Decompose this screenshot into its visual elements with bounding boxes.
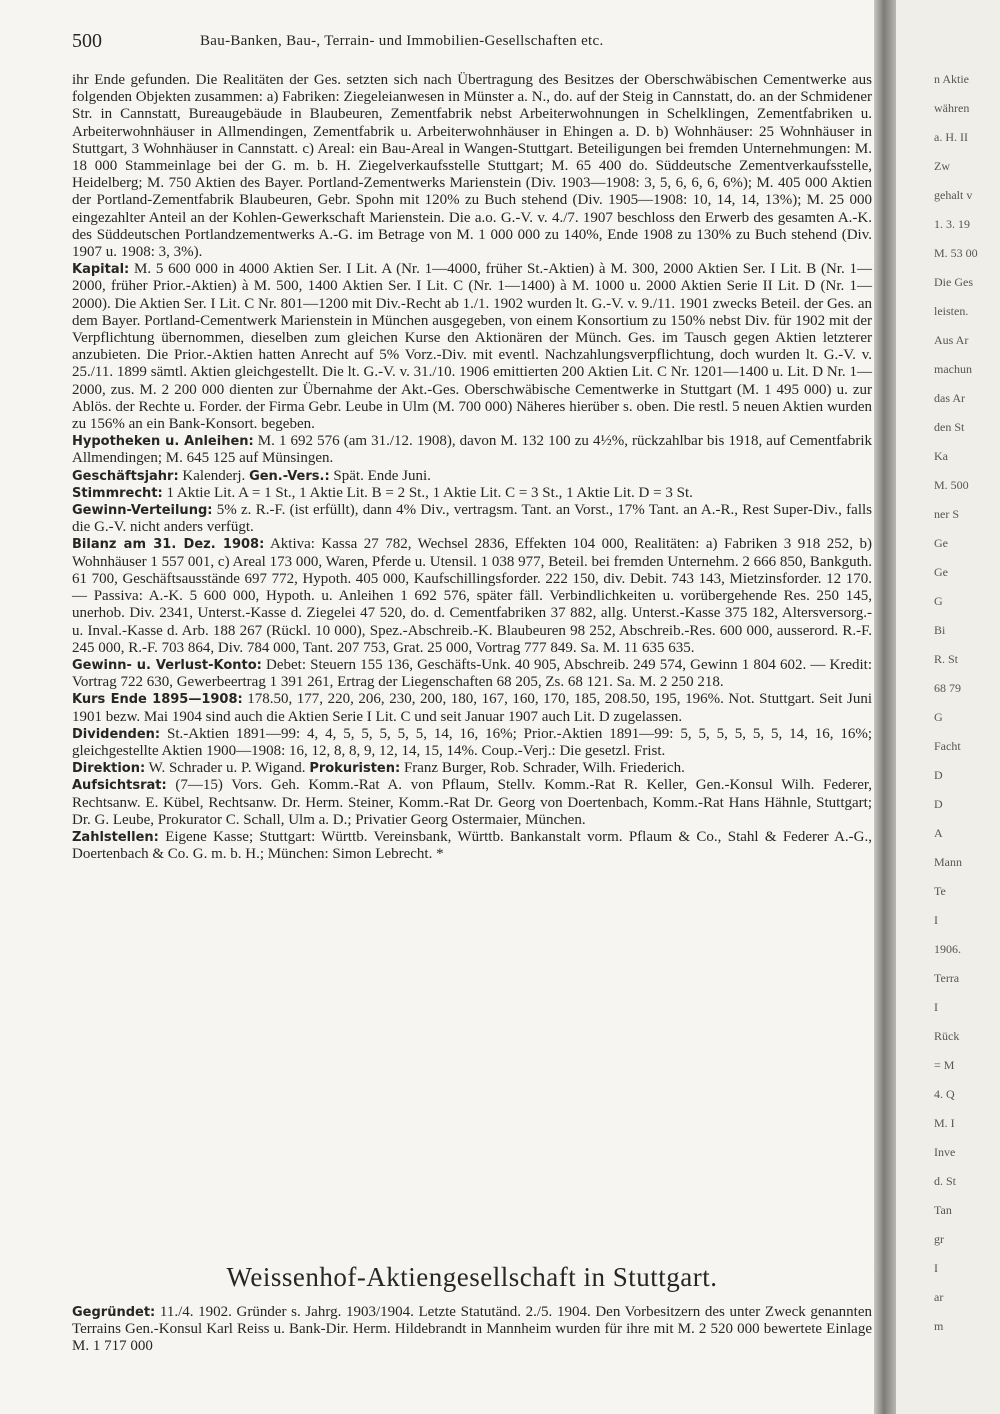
- founded-label: Gegründet:: [72, 1305, 156, 1320]
- section-text: Franz Burger, Rob. Schrader, Wilh. Friederich.: [403, 760, 685, 777]
- adjacent-text-fragment: I: [934, 913, 938, 927]
- section-text: Aktiva: Kassa 27 782, Wechsel 2836, Effekten 104 000, Realitäten: a) Fabriken 3 918 252, b) Wohnhäuser 1 557 001, c) Areal 173 000, Waren, Pferde u. Utensil. 1 038 977, Beteil. bei fremden Unternehm. 2 666 850, Bankguth. 61 700, Geschäftsausstände 697 772, Hypoth. 405 000, Kaufschillingsforder. 222 150, div. Debit. 743 143, Mietzinsforder. 12 170. — Passiva: A.-K. 5 600 000, Hypoth. u. Anleihen 1 692 576, später fäll. Verbindlichkeiten u. vorübergehende Res. 250 145, unerhob. Div. 2341, Unterst.-Kasse d. Ziegelei 47 520, do. d. Cementfabriken 37 882, allg. Unterst.-Kasse 375 182, Altersversorg.- u. Inval.-Kasse d. Arb. 188 267 (Rückl. 10 000), Spez.-Abschreib.-K. Blaubeuren 98 252, Abschreib.-Res. 600 000, ausserord. R.-F. 245 000, R.-F. 703 864, Div. 784 000, Tant. 207 753, Grat. 25 000, Vortrag 777 849. Sa. M. 11 635 635.: [72, 536, 872, 656]
- section-text: M. 5 600 000 in 4000 Aktien Ser. I Lit. A (Nr. 1—4000, früher St.-Aktien) à M. 300, 2000 Aktien Ser. I Lit. B (Nr. 1—2000, früher Prior.-Aktien) à M. 500, 1400 Aktien Ser. I Lit. C (Nr. 1—1400) à M. 1000 u. 2000 Aktien Serie II Lit. D (Nr. 1—2000). Die Aktien Ser. I Lit. C Nr. 801—1200 mit Div.-Recht ab 1./1. 1902 wurden lt. G.-V. v. 9./11. 1901 zwecks Beteil. der Ges. an dem Bayer. Portland-Cementwerk Marienstein in München ausgegeben, von einem Konsortium zu 150% nebst Div. für 1902 mit der Verpflichtung übernommen, dieselben zum gleichen Kurse den Aktionären der Münch. Ges. im Tausch gegen Aktien letzterer anzubieten. Die Prior.-Aktien hatten Anrecht auf 5% Vorz.-Div. mit eventl. Nachzahlungsverpflichtung, doch wurden lt. G.-V. v. 25./11. 1899 sämtl. Aktien gleichgestellt. Die lt. G.-V. v. 31./10. 1906 emittierten 200 Aktien Lit. C Nr. 1201—1400 u. Lit. D Nr. 1—2000, zus. M. 2 200 000 dienten zur Übernahme der Akt.-Ges. Oberschwäbische Cementwerke in Stuttgart (M. 1 495 000) u. zur Ablös. der Rechte u. Forder. der Firma Gebr. Leube in Ulm (M. 700 000) Näheres hierüber s. oben. Die restl. 5 neuen Aktien wurden zu 156% an ein Bank-Konsort. begeben.: [72, 261, 872, 433]
- entry-section: [72, 536, 872, 656]
- section-label: Bilanz am 31. Dez. 1908:: [72, 537, 265, 553]
- adjacent-text-fragment: Ge: [934, 565, 948, 579]
- founded-text: 11./4. 1902. Gründer s. Jahrg. 1903/1904. Letzte Statutänd. 2./5. 1904. Den Vorbesitzern des unter Zweck genannten Terrains Gen.-Konsul Karl Reiss u. Bank-Dir. Herm. Hildebrandt in Mannheim wurden für ihre mit M. 2 520 000 bewertete Einlage M. 1 717 000: [72, 1304, 873, 1355]
- section-label: Hypotheken u. Anleihen:: [72, 434, 254, 450]
- adjacent-text-fragment: Te: [934, 884, 946, 898]
- adjacent-text-fragment: Mann: [934, 855, 962, 869]
- adjacent-text-fragment: Ka: [934, 449, 948, 463]
- adjacent-text-fragment: währen: [934, 101, 970, 115]
- adjacent-text-fragment: n Aktie: [934, 72, 969, 86]
- section-text: ihr Ende gefunden. Die Realitäten der Ges. setzten sich nach Übertragung des Besitzes der Oberschwäbischen Cementwerke aus folgenden Objekten zusammen: a) Fabriken: Ziegeleianwesen in Münster a. N., do. auf der Steig in Cannstatt, do. an der Schmidener Str. in Cannstatt, Bureaugebäude in Blaubeuren, Zementfabrik nebst Arbeiterwohnungen in Schelklingen, Zementfabriken u. Arbeiterwohnhäuser in Allmendingen, Zementfabrik u. Arbeiterwohnhäuser in Ehingen a. D. b) Wohnhäuser: 25 Wohnhäuser in Stuttgart, 3 Wohnhäuser in Cannstatt. c) Areal: ein Bau-Areal in Wangen-Stuttgart. Beteiligungen bei fremden Unternehmungen: M. 18 000 Stammeinlage bei der G. m. b. H. Ziegelverkaufsstelle Stuttgart; M. 65 400 do. Süddeutsche Zementverkaufsstelle, Heidelberg; M. 750 Aktien des Bayer. Portland-Zementwerks Marienstein (Div. 1903—1908: 3, 5, 6, 6, 6, 6%); M. 405 000 Aktien der Portland-Zementfabrik Blaubeuren, Gebr. Spohn mit 120% zu Buch stehend (Div. 1905—1908: 10, 14, 14, 13%); M. 25 000 eingezahlter Anteil an der Kohlen-Gewerkschaft Marienstein. Die a.o. G.-V. v. 4./7. 1907 beschloss den Erwerb des gesamten A.-K. des Süddeutschen Portlandzementwerks A.-G. im Betrage von M. 1 000 000 zu 140%, Ende 1908 zu 130% zu Buch stehend (Div. 1907 u. 1908: 3, 3%).: [72, 72, 872, 261]
- page-number: 500: [72, 30, 102, 52]
- adjacent-text-fragment: = M: [934, 1058, 955, 1072]
- section-label: Kapital:: [72, 262, 130, 278]
- adjacent-text-fragment: G: [934, 594, 943, 608]
- adjacent-text-fragment: 1906.: [934, 942, 961, 956]
- adjacent-text-fragment: Die Ges: [934, 275, 973, 289]
- entry-section: [72, 502, 872, 536]
- section-text: Spät. Ende Juni.: [333, 467, 431, 484]
- entry-section: [72, 691, 872, 725]
- adjacent-text-fragment: Tan: [934, 1203, 952, 1217]
- section-label: Gewinn- u. Verlust-Konto:: [72, 657, 262, 673]
- section-text: 1 Aktie Lit. A = 1 St., 1 Aktie Lit. B = 2 St., 1 Aktie Lit. C = 3 St., 1 Aktie Lit. D = 3 St.: [166, 484, 693, 501]
- section-label: Direktion:: [72, 761, 146, 777]
- entry-section: [72, 829, 872, 863]
- adjacent-text-fragment: I: [934, 1000, 938, 1014]
- section-label: Aufsichtsrat:: [72, 778, 167, 794]
- section-label: Zahlstellen:: [72, 829, 159, 845]
- section-text: St.-Aktien 1891—99: 4, 4, 5, 5, 5, 5, 5, 14, 16, 16%; Prior.-Aktien 1891—99: 5, 5, 5, 5, 5, 5, 14, 16, 16%; gleichgestellte Aktien 1900—1908: 16, 12, 8, 8, 9, 12, 14, 15, 14%. Coup.-Verj.: Die gesetzl. Frist.: [72, 725, 872, 759]
- adjacent-text-fragment: D: [934, 768, 943, 782]
- section-text: Kalenderj.: [182, 467, 246, 484]
- entry-section: [72, 485, 872, 502]
- entry-section: [72, 777, 872, 829]
- company-heading: Weissenhof-Aktiengesellschaft in Stuttgart.: [226, 1262, 718, 1292]
- section-label: Gewinn-Verteilung:: [72, 503, 213, 519]
- adjacent-text-fragment: Terra: [934, 971, 960, 985]
- running-title: Bau-Banken, Bau-, Terrain- und Immobilien-Gesellschaften etc.: [200, 33, 604, 49]
- adjacent-text-fragment: machun: [934, 362, 972, 376]
- adjacent-text-fragment: Bi: [934, 623, 946, 637]
- adjacent-text-fragment: I: [934, 1261, 938, 1275]
- adjacent-text-fragment: gehalt v: [934, 188, 973, 202]
- page-header: [72, 30, 872, 52]
- adjacent-text-fragment: D: [934, 797, 943, 811]
- adjacent-text-fragment: Zw: [934, 159, 950, 173]
- entry-body: [72, 72, 872, 863]
- company-founded-paragraph: [72, 1304, 872, 1356]
- adjacent-text-fragment: M. 53 00: [934, 246, 978, 260]
- adjacent-text-fragment: G: [934, 710, 943, 724]
- section-text: Debet: Steuern 155 136, Geschäfts-Unk. 40 905, Abschreib. 249 574, Gewinn 1 804 602. — Kredit: Vortrag 722 630, Gewerbeertrag 1 391 261, Ertrag der Liegenschaften 68 205, Zs. 68 121. Sa. M. 2 250 218.: [72, 656, 873, 691]
- section-text: W. Schrader u. P. Wigand.: [148, 760, 306, 777]
- entry-section: [72, 726, 872, 760]
- section-text: 178.50, 177, 220, 206, 230, 200, 180, 167, 160, 170, 185, 208.50, 195, 196%. Not. Stuttgart. Seit Juni 1901 bezw. Mai 1904 sind auch die Aktien Serie I Lit. C und seit Januar 1907 auch Lit. D zugelassen.: [72, 691, 873, 725]
- entry-section: [72, 468, 872, 485]
- adjacent-text-fragment: ar: [934, 1290, 944, 1304]
- entry-section: [72, 657, 872, 691]
- adjacent-text-fragment: R. St: [934, 652, 959, 666]
- adjacent-text-fragment: den St: [934, 420, 965, 434]
- adjacent-page-edge: [896, 0, 1000, 1414]
- adjacent-text-fragment: M. I: [934, 1116, 955, 1130]
- entry-section: [72, 261, 872, 433]
- entry-section: [72, 760, 872, 777]
- entry-section: [72, 72, 872, 261]
- entry-section: [72, 433, 872, 467]
- section-text: Eigene Kasse; Stuttgart: Württb. Vereinsbank, Württb. Bankanstalt vorm. Pflaum & Co., Stahl & Federer A.-G., Doertenbach & Co. G. m. b. H.; München: Simon Lebrecht. *: [72, 828, 873, 863]
- adjacent-text-fragment: d. St: [934, 1174, 957, 1188]
- adjacent-text-fragment: a. H. II: [934, 130, 968, 144]
- section-label: Kurs Ende 1895—1908:: [72, 692, 243, 708]
- section-label: Dividenden:: [72, 726, 161, 742]
- section-text: 5% z. R.-F. (ist erfüllt), dann 4% Div., vertragsm. Tant. an Vorst., 17% Tant. an A.-R., Rest Super-Div., falls die G.-V. nicht anders verfügt.: [72, 502, 872, 536]
- adjacent-text-fragment: gr: [934, 1232, 944, 1246]
- adjacent-text-fragment: m: [934, 1319, 944, 1333]
- adjacent-text-fragment: Inve: [934, 1145, 956, 1159]
- adjacent-text-fragment: ner S: [934, 507, 959, 521]
- section-text: M. 1 692 576 (am 31./12. 1908), davon M. 132 100 zu 4½%, rückzahlbar bis 1918, auf Cementfabrik Allmendingen; M. 645 125 auf Münsingen.: [72, 433, 872, 467]
- adjacent-text-fragment: 1. 3. 19: [934, 217, 970, 231]
- adjacent-text-fragment: M. 500: [934, 478, 969, 492]
- section-label: Prokuristen:: [309, 761, 401, 777]
- adjacent-text-fragment: A: [934, 826, 943, 840]
- section-text: (7—15) Vors. Geh. Komm.-Rat A. von Pflaum, Stellv. Komm.-Rat R. Keller, Gen.-Konsul Wilh. Federer, Rechtsanw. E. Kübel, Rechtsanw. Dr. Herm. Steiner, Komm.-Rat Dr. Georg von Doertenbach, Komm.-Rat Hans Hähnle, Stuttgart; Dr. G. Leube, Prokurator C. Schall, Ulm a. D.; Privatier Georg Ostermaier, München.: [72, 777, 873, 828]
- adjacent-text-fragment: 4. Q: [934, 1087, 955, 1101]
- section-label: Geschäftsjahr:: [72, 468, 179, 484]
- adjacent-text-fragment: Facht: [934, 739, 961, 753]
- section-label: Gen.-Vers.:: [249, 468, 330, 484]
- adjacent-text-fragment: das Ar: [934, 391, 965, 405]
- adjacent-text-fragment: 68 79: [934, 681, 961, 695]
- book-gutter: [874, 0, 896, 1414]
- adjacent-text-fragment: Aus Ar: [934, 333, 969, 347]
- adjacent-text-fragment: Ge: [934, 536, 948, 550]
- section-label: Stimmrecht:: [72, 485, 163, 501]
- adjacent-text-fragment: leisten.: [934, 304, 969, 318]
- adjacent-text-fragment: Rück: [934, 1029, 960, 1043]
